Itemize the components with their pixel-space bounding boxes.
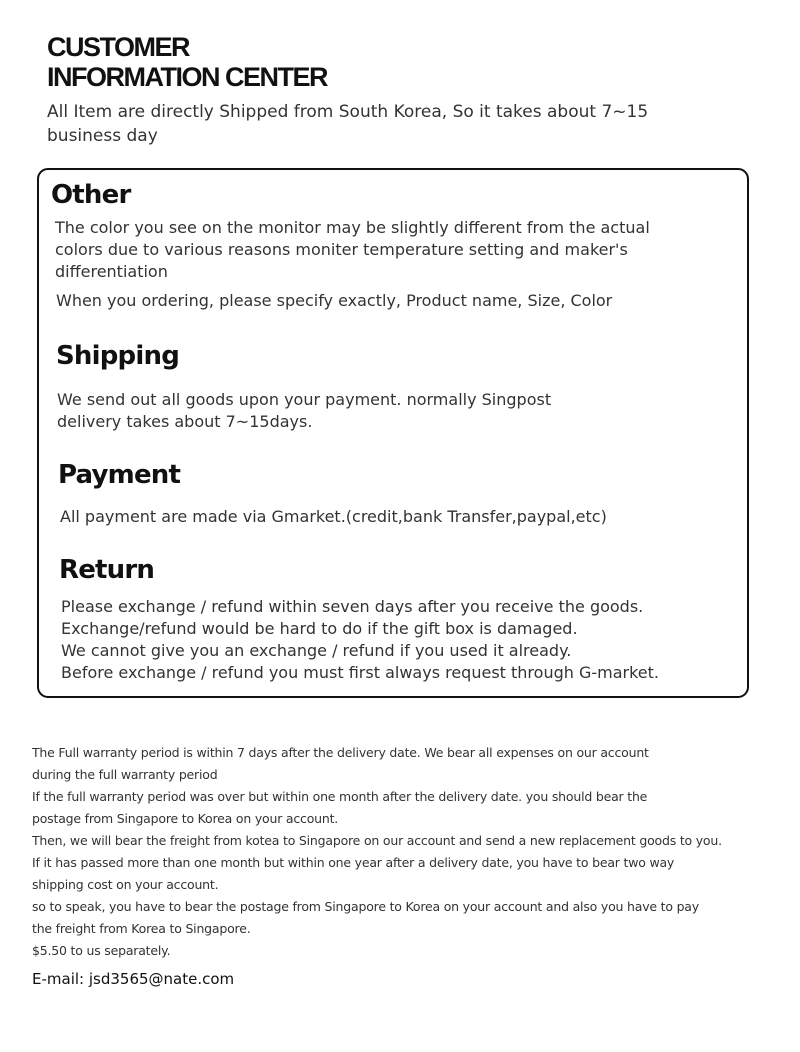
shipping-notice: All Item are directly Shipped from South Korea, So it takes about 7~15 business day [47,102,649,146]
warranty-line: If it has passed more than one month but within one year after a delivery date, you have to bear two way [32,855,675,870]
return-text-line: We cannot give you an exchange / refund if you used it already. [61,641,572,660]
other-heading: Other [51,180,131,210]
shipping-text-line: delivery takes about 7~15days. [57,412,313,431]
return-text [61,596,659,684]
other-color-notice [55,217,650,283]
shipping-heading: Shipping [56,341,180,371]
warranty-line: shipping cost on your account. [32,877,219,892]
warranty-line: during the full warranty period [32,767,218,782]
return-text-line: Exchange/refund would be hard to do if the gift box is damaged. [61,619,578,638]
other-color-notice-line: differentiation [55,262,168,281]
warranty-line: $5.50 to us separately. [32,943,171,958]
contact-email: E-mail: jsd3565@nate.com [32,970,235,988]
other-color-notice-line: The color you see on the monitor may be slightly different from the actual [55,218,650,237]
return-heading: Return [59,555,155,585]
payment-heading: Payment [58,460,181,490]
warranty-line: Then, we will bear the freight from kotea to Singapore on our account and send a new replacement goods to you. [32,833,722,848]
shipping-text [57,389,551,433]
page-title-line-2: INFORMATION CENTER [47,62,327,92]
warranty-line: If the full warranty period was over but within one month after the delivery date. you should bear the [32,789,648,804]
page-title-line-1: CUSTOMER [47,32,190,62]
warranty-line: the freight from Korea to Singapore. [32,921,251,936]
warranty-line: The Full warranty period is within 7 days after the delivery date. We bear all expenses on our account [32,745,649,760]
page-title [47,32,327,92]
return-text-line: Please exchange / refund within seven days after you receive the goods. [61,597,644,616]
payment-text: All payment are made via Gmarket.(credit,bank Transfer,paypal,etc) [60,507,607,526]
other-color-notice-line: colors due to various reasons moniter temperature setting and maker's [55,240,628,259]
warranty-line: postage from Singapore to Korea on your account. [32,811,339,826]
shipping-text-line: We send out all goods upon your payment. normally Singpost [57,390,552,409]
warranty-policy [32,742,777,962]
other-order-notice: When you ordering, please specify exactly, Product name, Size, Color [56,291,613,310]
warranty-line: so to speak, you have to bear the postage from Singapore to Korea on your account and also you have to pay [32,899,699,914]
return-text-line: Before exchange / refund you must first always request through G-market. [61,663,660,682]
